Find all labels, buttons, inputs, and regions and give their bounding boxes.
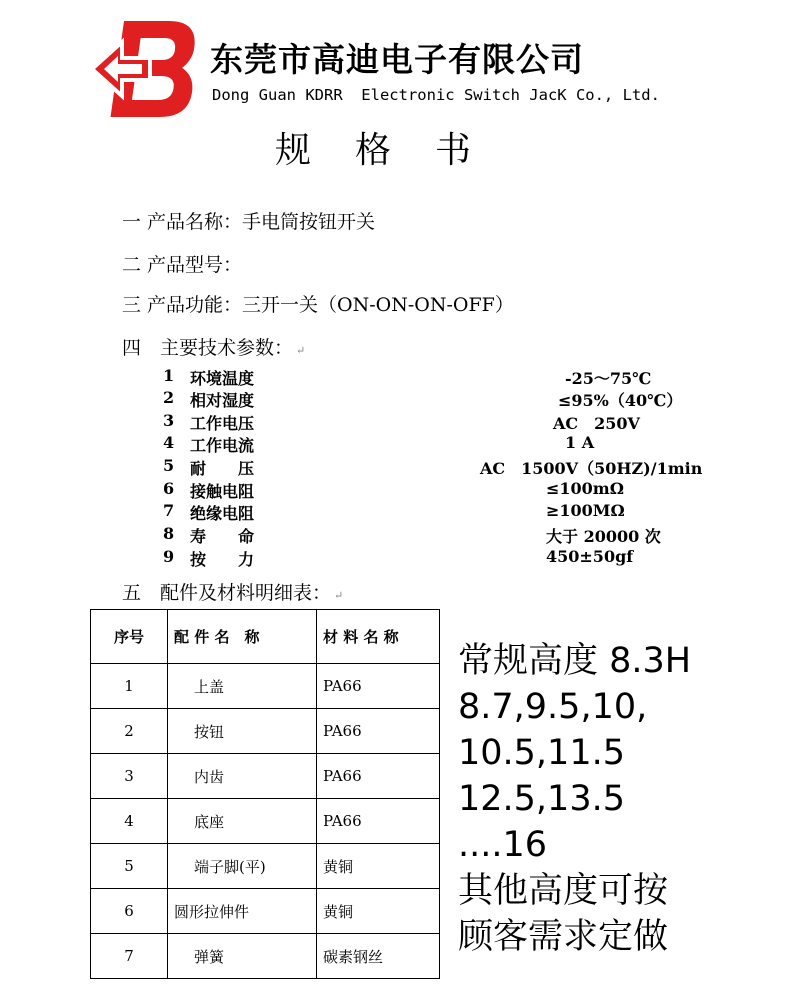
param-name: 工作电流 <box>190 436 255 455</box>
param-name: 接触电阻 <box>190 482 255 501</box>
param-no: 9 <box>163 547 175 566</box>
table-cell: 1 <box>91 664 168 709</box>
note-line: ....16 <box>458 825 548 865</box>
table-cell: 上盖 <box>168 664 317 709</box>
table-row <box>91 889 440 934</box>
param-no: 3 <box>163 411 175 430</box>
param-name: 相对湿度 <box>190 391 255 410</box>
section-product-function: 三 产品功能：三开一关（ON-ON-ON-OFF） <box>122 294 514 316</box>
table-cell: 黄铜 <box>317 889 440 934</box>
table-cell: 6 <box>91 889 168 934</box>
table-cell: 2 <box>91 709 168 754</box>
param-value: AC 1500V（50HZ)/1min <box>480 459 703 478</box>
section-label: 四 主要技术参数： <box>122 337 294 359</box>
param-no: 8 <box>163 524 175 543</box>
note-line: 12.5,13.5 <box>458 779 625 819</box>
table-row <box>91 754 440 799</box>
table-cell: 碳素钢丝 <box>317 934 440 979</box>
section-product-name: 一 产品名称：手电筒按钮开关 <box>122 211 376 233</box>
param-name: 环境温度 <box>190 369 255 388</box>
table-cell: 5 <box>91 844 168 889</box>
param-name: 寿 命 <box>190 527 255 546</box>
param-name: 耐 压 <box>190 459 255 478</box>
table-cell: PA66 <box>317 664 440 709</box>
paragraph-mark-icon: ↵ <box>296 344 306 357</box>
title-char: 书 <box>435 130 474 171</box>
table-row <box>91 709 440 754</box>
param-value: 1 A <box>565 433 595 452</box>
table-cell: PA66 <box>317 799 440 844</box>
table-row <box>91 844 440 889</box>
section-product-model: 二 产品型号： <box>122 254 243 276</box>
param-no: 6 <box>163 479 175 498</box>
param-value: ≥100MΩ <box>546 501 625 520</box>
height-note <box>458 638 691 960</box>
param-value: -25～75℃ <box>565 369 652 388</box>
paragraph-mark-icon: ↵ <box>334 589 344 602</box>
table-cell: 底座 <box>168 799 317 844</box>
param-name: 按 力 <box>190 550 255 569</box>
title-char: 规 <box>275 130 314 171</box>
company-name-en: Dong Guan KDRR Electronic Switch JacK Co., Ltd. <box>212 86 660 104</box>
table-header-cell: 材 料 名 称 <box>317 610 440 664</box>
param-no: 7 <box>163 501 175 520</box>
param-value: 大于 20000 次 <box>546 527 661 546</box>
table-row <box>91 799 440 844</box>
param-no: 2 <box>163 388 175 407</box>
table-cell: PA66 <box>317 709 440 754</box>
note-line: 8.7,9.5,10, <box>458 687 648 727</box>
section-label: 五 配件及材料明细表： <box>122 582 332 604</box>
param-name: 工作电压 <box>190 414 255 433</box>
materials-table <box>90 609 440 979</box>
table-cell: 3 <box>91 754 168 799</box>
note-line: 其他高度可按 <box>458 871 669 911</box>
param-value: AC 250V <box>553 414 640 433</box>
param-value: ≤95%（40℃） <box>558 391 683 410</box>
param-value: ≤100mΩ <box>546 479 624 498</box>
note-line: 顾客需求定做 <box>458 917 669 957</box>
document-title <box>275 122 473 173</box>
table-cell: 黄铜 <box>317 844 440 889</box>
table-header-cell: 配 件 名 称 <box>168 610 317 664</box>
table-cell: 按钮 <box>168 709 317 754</box>
company-logo <box>88 14 198 124</box>
table-cell: 4 <box>91 799 168 844</box>
param-no: 4 <box>163 433 175 452</box>
table-header-row <box>91 610 440 664</box>
table-cell: 端子脚(平) <box>168 844 317 889</box>
param-no: 5 <box>163 456 175 475</box>
section-tech-params <box>122 333 305 360</box>
table-header-cell: 序号 <box>91 610 168 664</box>
param-value: 450±50gf <box>546 547 634 566</box>
section-materials <box>122 578 343 605</box>
table-row <box>91 934 440 979</box>
note-line: 常规高度 8.3H <box>458 641 692 681</box>
table-cell: 内齿 <box>168 754 317 799</box>
title-char: 格 <box>355 130 394 171</box>
table-cell: PA66 <box>317 754 440 799</box>
table-cell: 圆形拉伸件 <box>168 889 317 934</box>
param-no: 1 <box>163 366 175 385</box>
table-cell: 弹簧 <box>168 934 317 979</box>
param-name: 绝缘电阻 <box>190 504 255 523</box>
company-name-cn: 东莞市高迪电子有限公司 <box>210 40 584 79</box>
table-cell: 7 <box>91 934 168 979</box>
note-line: 10.5,11.5 <box>458 733 625 773</box>
table-row <box>91 664 440 709</box>
